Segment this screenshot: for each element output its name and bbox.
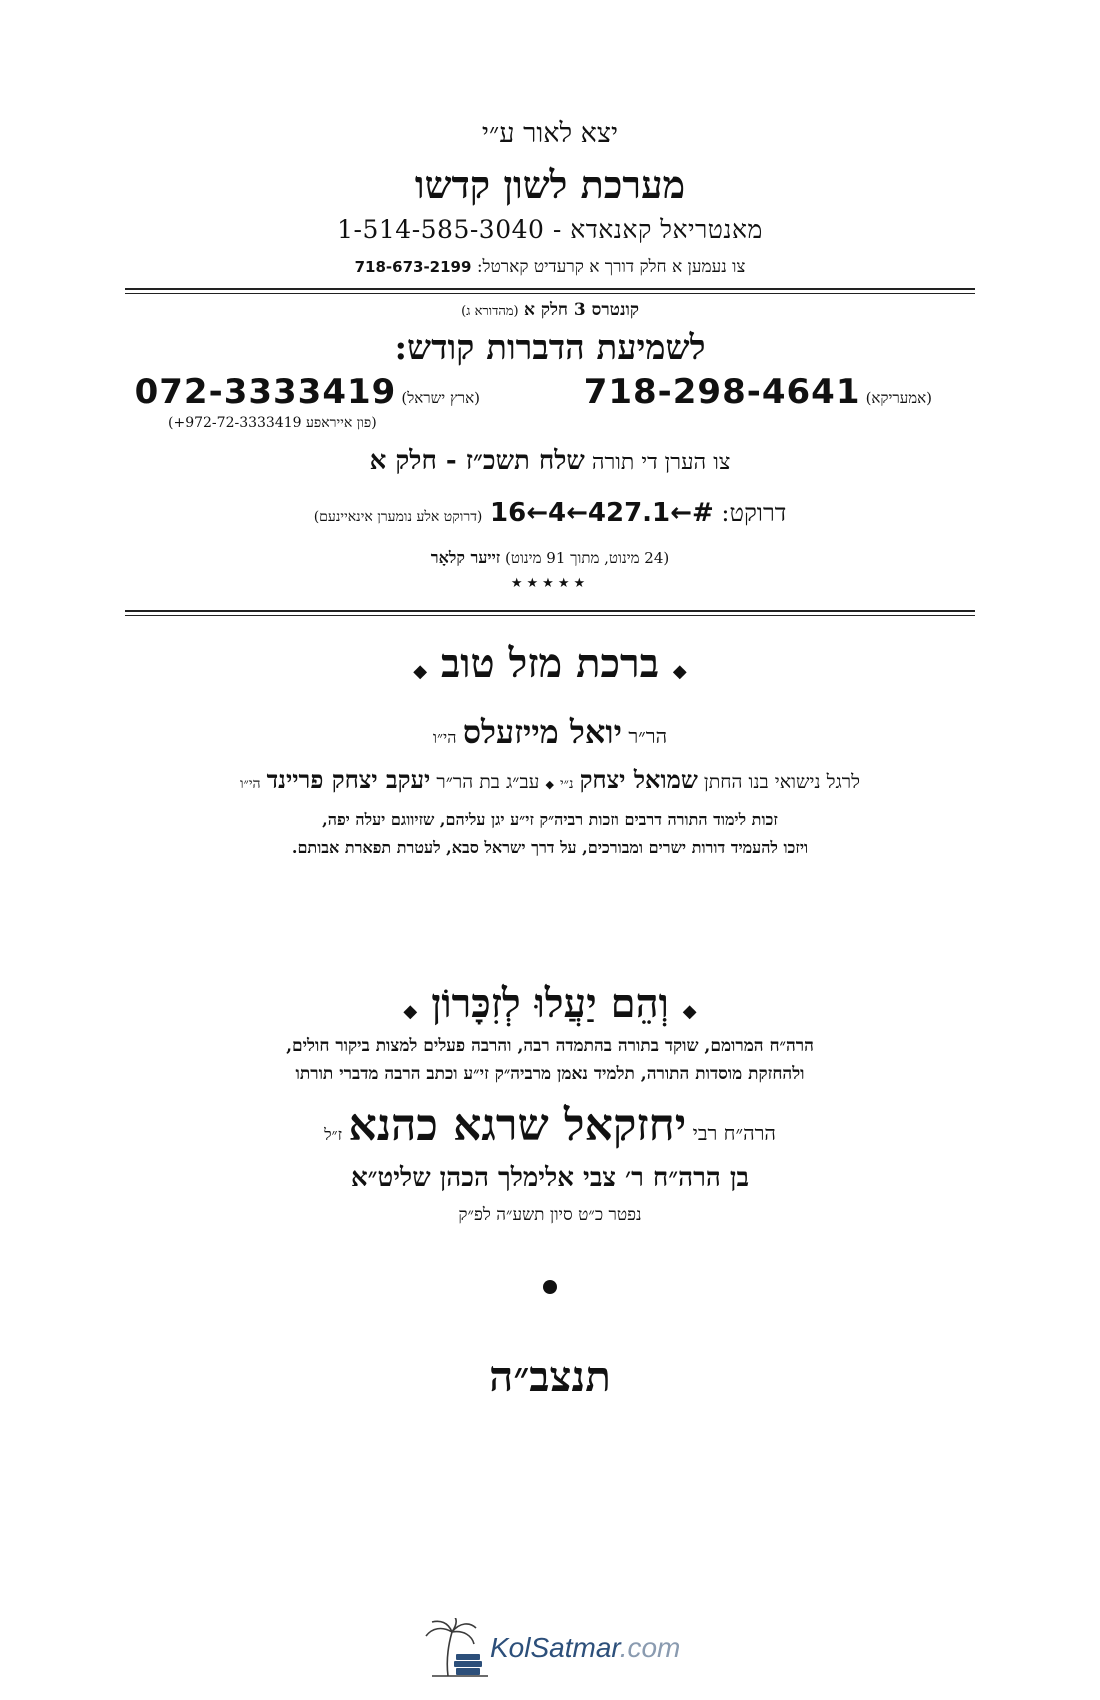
clarity-label: זייער קלאָר (430, 548, 501, 567)
phone-us-label: (אמעריקא) (865, 389, 932, 407)
logo-brand: KolSatmar (490, 1632, 620, 1663)
occasion-prefix: לרגל נישואי בנו החתן (703, 771, 861, 793)
phone-intl: (פון אייראפע 972-72-3333419+) (168, 415, 377, 431)
kuntres-line (0, 300, 1100, 320)
phone-us-number: 718-298-4641 (583, 372, 861, 412)
top-divider (125, 288, 975, 294)
mazel-tov-heading: ◆ ברכת מזל טוב ◆ (413, 640, 687, 687)
honoree-name: יואל מייזעלס (462, 713, 622, 751)
phone-il-label: (ארץ ישראל) (401, 389, 480, 407)
phone-il (135, 372, 480, 412)
memorial-heading: ◆ וְהֵם יַעֲלוּ לְזִכָּרוֹן ◆ (403, 980, 697, 1027)
torah-prefix: צו הערן די תורה (591, 450, 731, 475)
org-name: מערכת לשון קדשו (414, 162, 686, 207)
memorial-passed: נפטר כ״ט סיון תשע״ה לפ״ק (458, 1205, 642, 1225)
honoree-prefix: הר״ר (628, 724, 668, 748)
middle-divider (125, 610, 975, 616)
kuntres-edition: (מהדורא ג) (461, 304, 519, 319)
rating-stars: ★★★★★ (510, 576, 590, 591)
memorial-name-line (0, 1100, 1100, 1151)
torah-line (0, 446, 1100, 476)
groom-suffix: נ״י (559, 776, 574, 792)
phone-il-number: 072-3333419 (134, 372, 397, 412)
credit-card-label: צו נעמען א חלק דורך א קרעדיט קארטל: (476, 257, 746, 277)
credit-card-line (0, 257, 1100, 277)
memorial-name-prefix: הרה״ח רבי (692, 1121, 776, 1145)
kuntres-main: קונטרס 3 חלק א (524, 300, 639, 320)
logo-domain: .com (619, 1632, 681, 1663)
listen-title: לשמיעת הדברות קודש: (394, 328, 706, 368)
credit-card-number: 718-673-2199 (354, 258, 472, 276)
duration-note: (24 מינוט, מתוך 91 מינוט) (505, 549, 670, 567)
published-by: יצא לאור ע״י (481, 118, 619, 149)
section-bullet (543, 1280, 557, 1294)
blessing-line-1: זכות לימוד התורה דרבים וזכות רביה״ק זי״ע יגן עליהם, שזיווגם יעלה יפה, (322, 810, 778, 829)
memorial-desc-2: ולהחזקת מוסדות התורה, תלמיד נאמן מרביה״ק זי״ע וכתב הרבה מדברי תורתו (295, 1064, 805, 1084)
press-label: דרוקט: (721, 499, 787, 527)
press-code: #←427.1←4←16 (490, 498, 714, 528)
phone-us (584, 372, 932, 412)
honoree-suffix: הי״ו (432, 728, 457, 747)
torah-title: שלח תשכ״ז - חלק א (369, 446, 585, 476)
blessing-line-2: ויזכו להעמיד דורות ישרים ומבורכים, על דרך ישראל סבא, לעטרת תפארת אבותם. (291, 838, 809, 857)
groom-name: שמואל יצחק (579, 765, 698, 794)
memorial-title: וְהֵם יַעֲלוּ לְזִכָּרוֹן (431, 980, 669, 1027)
bride-father: יעקב יצחק פריינד (266, 765, 431, 794)
bride-suffix: הי״ו (239, 776, 261, 792)
duration-line (0, 548, 1100, 568)
memorial-name: יחזקאל שרגא כהנא (348, 1100, 687, 1151)
memorial-son-of: בן הרה״ח ר׳ צבי אלימלך הכהן שליט״א (350, 1163, 750, 1193)
memorial-name-suffix: ז״ל (324, 1125, 343, 1144)
bride-prefix: עב״ג בת הר״ר (436, 771, 540, 793)
location-phone: מאנטריאל קאנאדא - 1-514-585-3040 (337, 215, 763, 244)
occasion-line: לרגל נישואי בנו החתן שמואל יצחק נ״י ◆ עב״ג בת הר״ר יעקב יצחק פריינד הי״ו (239, 765, 861, 794)
honoree-line (0, 713, 1100, 751)
logo-wordmark (490, 1632, 680, 1664)
press-note: (דרוקט אלע נומערן אינאיינעם) (313, 509, 483, 525)
memorial-desc-1: הרה״ח המרומם, שוקד בתורה בהתמדה רבה, והרבה פעלים למצות ביקור חולים, (286, 1036, 814, 1056)
mazel-tov-title: ברכת מזל טוב (441, 640, 659, 687)
memorial-closing: תנצב״ה (489, 1352, 611, 1401)
press-line (0, 498, 1100, 528)
